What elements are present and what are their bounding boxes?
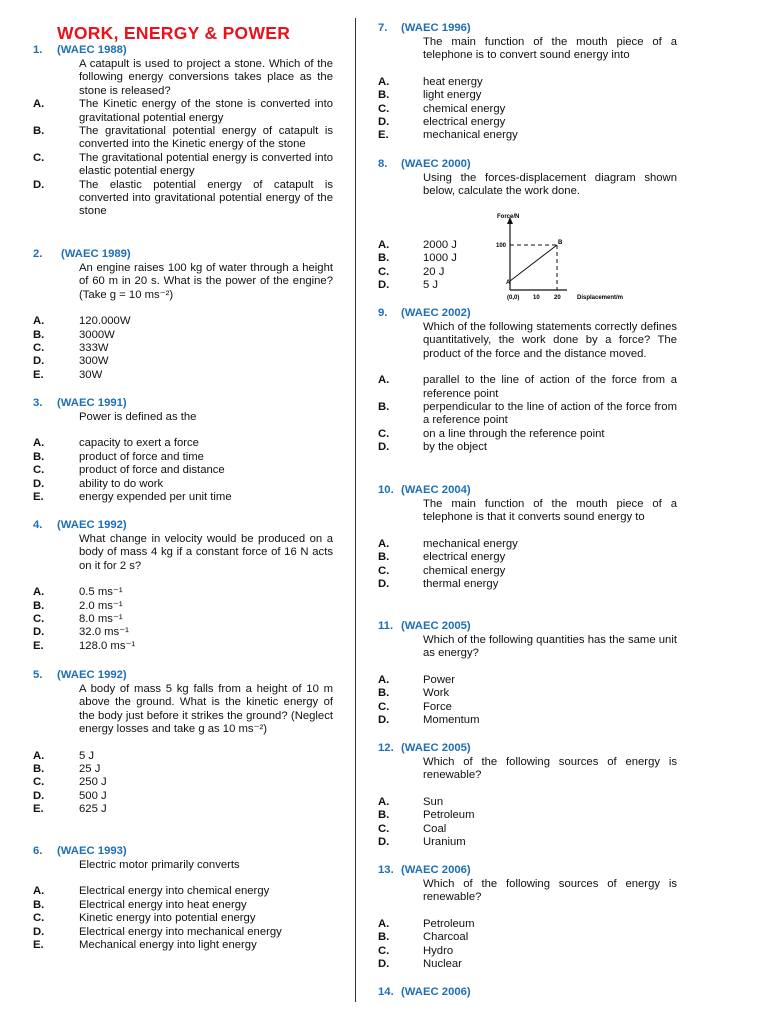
option-d[interactable] [360,958,760,971]
option-letter: E. [33,803,44,816]
option-letter: B. [33,599,45,612]
option-letter: D. [378,958,390,971]
option-c[interactable] [0,613,350,626]
options-list [360,674,760,728]
option-text: Mechanical energy into light energy [79,939,257,952]
option-letter: B. [378,931,390,944]
question-source: (WAEC 1992) [57,519,127,531]
option-letter: A. [378,673,390,686]
option-a[interactable] [0,437,350,450]
option-text: 3000W [79,328,115,341]
x-tick-10: 10 [533,295,540,301]
option-b[interactable] [360,551,760,564]
option-e[interactable] [0,803,350,816]
option-text: Electrical energy into heat energy [79,898,247,911]
diagram-svg [493,208,643,303]
option-text: 500 J [79,789,107,802]
option-d[interactable] [0,179,350,219]
option-d[interactable] [0,355,350,368]
option-text: by the object [423,441,488,454]
option-c[interactable] [360,823,760,836]
option-text: perpendicular to the line of action of the force from a reference point [423,401,677,427]
option-d[interactable] [360,836,760,849]
option-letter: B. [33,450,45,463]
option-c[interactable] [0,152,350,179]
option-letter: A. [378,537,390,550]
option-c[interactable] [0,776,350,789]
question-4 [0,519,350,653]
option-text: 1000 J [423,252,457,265]
option-text: ability to do work [79,477,164,490]
option-d[interactable] [0,926,350,939]
option-text: Kinetic energy into potential energy [79,912,256,925]
option-d[interactable] [0,790,350,803]
option-c[interactable] [0,912,350,925]
question-number: 3. [33,397,43,409]
option-text: 120.000W [79,315,131,328]
option-a[interactable] [360,796,760,809]
option-letter: B. [378,252,390,265]
option-letter: A. [33,885,45,898]
option-letter: D. [33,477,45,490]
option-text: light energy [423,89,482,102]
option-letter: B. [33,328,45,341]
option-text: mechanical energy [423,537,518,550]
option-d[interactable] [360,116,760,129]
option-letter: E. [33,939,44,952]
option-text: 625 J [79,803,107,816]
option-letter: A. [33,749,45,762]
option-b[interactable] [360,401,760,428]
option-letter: A. [378,374,390,387]
question-stem: A body of mass 5 kg falls from a height of 10 m above the ground. What is the kinetic energy of the body just before it strikes the ground? (Neglect energy losses and take g as 10 ms⁻²) [79,683,333,736]
option-letter: B. [33,898,45,911]
options-list [360,538,760,592]
option-b[interactable] [0,329,350,342]
option-letter: C. [378,265,390,278]
option-a[interactable] [360,674,760,687]
question-stem: The main function of the mouth piece of a telephone is that it converts sound energy to [423,498,677,524]
option-letter: C. [33,613,45,626]
option-text: Hydro [423,944,454,957]
option-letter: B. [378,809,390,822]
question-source: (WAEC 2006) [401,986,471,998]
x-tick-20: 20 [554,295,561,301]
option-b[interactable] [0,600,350,613]
option-c[interactable] [360,565,760,578]
question-number: 11. [378,620,394,632]
option-letter: C. [378,822,390,835]
option-text: 25 J [79,763,101,776]
option-d[interactable] [360,578,760,591]
question-2 [0,248,350,382]
column-divider [355,18,356,1002]
option-d[interactable] [360,441,760,454]
question-number: 4. [33,519,43,531]
option-c[interactable] [360,945,760,958]
option-letter: D. [33,178,45,191]
option-a[interactable] [0,315,350,328]
question-3 [0,397,350,504]
option-d[interactable] [0,626,350,639]
option-a[interactable] [360,538,760,551]
option-text: product of force and distance [79,464,225,477]
option-text: Uranium [423,836,466,849]
question-stem: Power is defined as the [79,411,197,423]
option-e[interactable] [0,491,350,504]
option-letter: D. [378,714,390,727]
question-source: (WAEC 1992) [57,669,127,681]
option-text: Nuclear [423,958,462,971]
option-a[interactable] [0,586,350,599]
option-text: The elastic potential energy of catapult is converted into gravitational potential energy of the stone [79,178,333,218]
option-text: Electrical energy into chemical energy [79,885,270,898]
option-text: electrical energy [423,116,506,129]
question-11 [360,620,760,727]
option-d[interactable] [0,478,350,491]
question-source: (WAEC 1993) [57,845,127,857]
option-letter: A. [33,315,45,328]
option-letter: D. [378,836,390,849]
option-b[interactable] [0,125,350,152]
option-text: Petroleum [423,809,475,822]
option-text: 250 J [79,776,107,789]
question-source: (WAEC 2000) [401,158,471,170]
option-letter: E. [378,129,389,142]
option-b[interactable] [0,451,350,464]
option-text: 333W [79,342,109,355]
question-source: (WAEC 1988) [57,44,127,56]
question-stem: A catapult is used to project a stone. Which of the following energy conversions takes place as the stone is released? [79,58,333,97]
question-number: 10. [378,484,394,496]
option-letter: D. [33,925,45,938]
question-source: (WAEC 2005) [401,742,471,754]
option-text: Sun [423,795,444,808]
question-number: 2. [33,248,43,260]
question-number: 14. [378,986,394,998]
question-number: 5. [33,669,43,681]
question-5 [0,669,350,817]
question-source: (WAEC 1991) [57,397,127,409]
option-letter: C. [33,342,45,355]
question-number: 7. [378,22,388,34]
question-stem: What change in velocity would be produced on a body of mass 4 kg if a constant force of 16 N acts on it for 2 s? [79,533,333,572]
y-axis-label: Force/N [497,214,520,220]
option-b[interactable] [0,899,350,912]
option-b[interactable] [360,809,760,822]
question-number: 8. [378,158,388,170]
option-text: product of force and time [79,450,204,463]
option-text: chemical energy [423,102,506,115]
option-text: 5 J [423,279,439,292]
question-source: (WAEC 2006) [401,864,471,876]
point-b-label: B [558,240,563,246]
option-text: parallel to the line of action of the force from a reference point [423,374,677,400]
option-letter: A. [378,75,390,88]
option-text: The gravitational potential energy is converted into elastic potential energy [79,151,333,178]
option-letter: C. [378,102,390,115]
option-b[interactable] [360,687,760,700]
option-e[interactable] [0,939,350,952]
option-letter: D. [378,279,390,292]
question-source: (WAEC 2004) [401,484,471,496]
option-a[interactable] [360,76,760,89]
option-letter: A. [33,437,45,450]
option-text: 2.0 ms⁻¹ [79,599,123,612]
option-b[interactable] [360,931,760,944]
option-letter: B. [378,89,390,102]
option-letter: D. [33,355,45,368]
option-letter: B. [378,401,390,414]
question-number: 9. [378,307,388,319]
line-ab [510,245,557,281]
question-source: (WAEC 2002) [401,307,471,319]
question-stem: The main function of the mouth piece of a telephone is to convert sound energy into [423,36,677,62]
option-a[interactable] [360,374,760,401]
option-text: capacity to exert a force [79,437,199,450]
option-text: 2000 J [423,238,457,251]
option-a[interactable] [0,98,350,125]
question-source: (WAEC 1996) [401,22,471,34]
option-letter: D. [378,441,390,454]
option-text: energy expended per unit time [79,491,232,504]
question-stem: Which of the following sources of energy is renewable? [423,756,677,782]
option-text: 300W [79,355,109,368]
option-letter: A. [378,238,390,251]
option-text: Electrical energy into mechanical energy [79,925,282,938]
question-stem: An engine raises 100 kg of water through a height of 60 m in 20 s. What is the power of the engine? (Take g = 10 ms⁻²) [79,262,333,301]
option-letter: E. [33,639,44,652]
question-stem: Using the forces-displacement diagram shown below, calculate the work done. [423,172,677,198]
option-c[interactable] [0,342,350,355]
question-9 [360,307,760,455]
option-letter: E. [33,368,44,381]
question-13 [360,864,760,971]
question-6 [0,845,350,952]
option-text: 32.0 ms⁻¹ [79,626,129,639]
question-8 [360,158,760,301]
option-text: The gravitational potential energy of catapult is converted into the Kinetic energy of the stone [79,125,333,151]
question-stem: Which of the following quantities has the same unit as energy? [423,634,677,660]
option-letter: E. [33,491,44,504]
question-10 [360,484,760,591]
option-letter: A. [378,917,390,930]
option-letter: C. [33,912,45,925]
options-list [360,76,760,143]
question-number: 13. [378,864,394,876]
option-letter: B. [378,551,390,564]
question-source: (WAEC 1989) [61,248,131,260]
question-14 [360,986,760,1000]
option-letter: C. [33,151,45,164]
option-letter: C. [378,427,390,440]
option-letter: A. [33,586,45,599]
option-text: 30W [79,368,103,381]
option-d[interactable] [360,714,760,727]
options-list [360,796,760,850]
page-title: WORK, ENERGY & POWER [57,23,291,43]
option-e[interactable] [0,640,350,653]
option-a[interactable] [0,885,350,898]
option-letter: D. [378,578,390,591]
option-text: Momentum [423,714,480,727]
options-list [0,586,350,653]
question-stem: Which of the following statements correctly defines quantitatively, the work done by a force? The product of the force and the distance moved. [423,321,677,360]
option-text: thermal energy [423,578,499,591]
option-text: on a line through the reference point [423,427,605,440]
option-text: The Kinetic energy of the stone is converted into gravitational potential energy [79,98,333,124]
question-7 [360,22,760,143]
option-text: Charcoal [423,931,469,944]
option-c[interactable] [360,103,760,116]
option-letter: D. [378,116,390,129]
option-text: 128.0 ms⁻¹ [79,639,136,652]
origin-label: (0,0) [507,295,520,301]
option-text: 0.5 ms⁻¹ [79,586,123,599]
option-letter: C. [378,700,390,713]
option-text: Petroleum [423,917,475,930]
option-c[interactable] [0,464,350,477]
question-source: (WAEC 2005) [401,620,471,632]
option-a[interactable] [0,750,350,763]
question-stem: Which of the following sources of energy is renewable? [423,878,677,904]
option-letter: B. [378,687,390,700]
question-1 [0,44,350,219]
question-number: 1. [33,44,43,56]
option-text: electrical energy [423,551,506,564]
option-c[interactable] [360,428,760,441]
option-letter: B. [33,763,45,776]
option-text: Force [423,700,452,713]
option-letter: A. [33,98,45,111]
point-a-label: A [506,280,511,286]
force-displacement-diagram [493,208,643,307]
option-b[interactable] [0,763,350,776]
option-letter: D. [33,789,45,802]
option-b[interactable] [360,89,760,102]
option-letter: A. [378,795,390,808]
option-text: 20 J [423,265,445,278]
question-number: 6. [33,845,43,857]
option-letter: C. [33,464,45,477]
option-c[interactable] [360,701,760,714]
options-list [0,315,350,382]
option-text: chemical energy [423,564,506,577]
option-letter: C. [378,564,390,577]
option-letter: C. [378,944,390,957]
options-list [0,885,350,952]
options-list [0,437,350,504]
option-text: Work [423,687,450,700]
options-list [360,374,760,454]
options-list [360,918,760,972]
question-stem: Electric motor primarily converts [79,859,240,871]
option-e[interactable] [360,129,760,142]
option-letter: D. [33,626,45,639]
option-text: Power [423,673,456,686]
option-text: 8.0 ms⁻¹ [79,613,123,626]
option-text: 5 J [79,749,95,762]
option-letter: B. [33,125,45,138]
option-e[interactable] [0,369,350,382]
options-list [0,98,350,219]
question-number: 12. [378,742,394,754]
question-12 [360,742,760,849]
option-text: mechanical energy [423,129,518,142]
option-a[interactable] [360,918,760,931]
option-text: heat energy [423,75,483,88]
y-tick-100: 100 [496,243,507,249]
option-text: Coal [423,822,447,835]
options-list [0,750,350,817]
option-letter: C. [33,776,45,789]
x-axis-label: Displacement/m [577,295,624,301]
